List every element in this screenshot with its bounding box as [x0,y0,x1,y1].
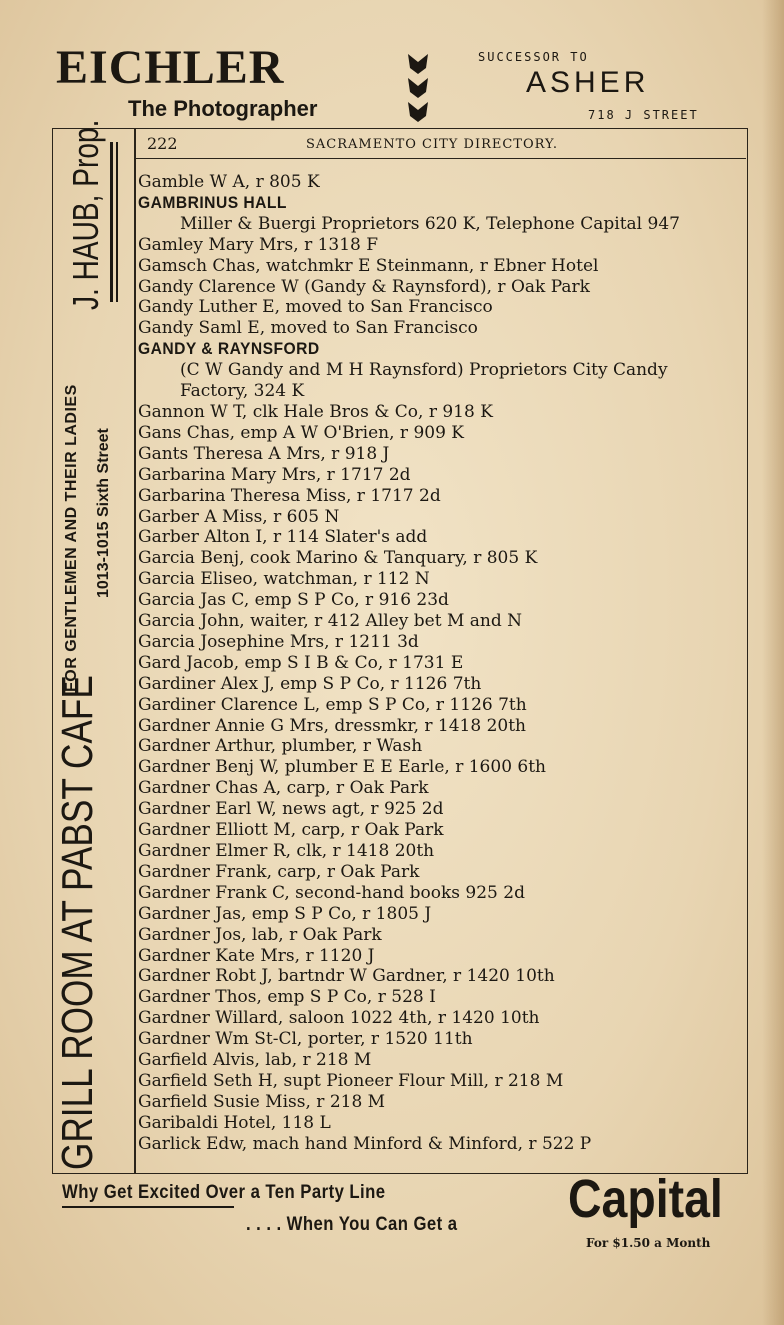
page-number: 222 [147,134,178,153]
directory-entry: Gardner Arthur, plumber, r Wash [138,736,423,757]
directory-entry: Gardner Earl W, news agt, r 925 2d [138,799,444,820]
directory-entry: Gardiner Clarence L, emp S P Co, r 1126 7th [138,694,527,715]
column-divider [134,128,136,1174]
directory-entry: Gardner Wm St-Cl, porter, r 1520 11th [138,1029,473,1050]
directory-entry: Gardner Frank C, second-hand books 925 2d [138,882,525,903]
directory-entry: Gamble W A, r 805 K [138,172,320,192]
capital-price-note: For $1.50 a Month [586,1236,711,1250]
capital-brand: Capital [568,1169,723,1229]
directory-entry: Gamley Mary Mrs, r 1318 F [138,234,379,255]
proprietor-rule [110,142,113,302]
grill-room-ad: GRILL ROOM AT PABST CAFE [53,675,102,1170]
proprietor-rule-thin [116,142,118,302]
predecessor-name: ASHER [526,66,650,99]
directory-entry: Gardner Jas, emp S P Co, r 1805 J [138,903,432,924]
directory-entry: Garber Alton I, r 114 Slater's add [138,527,428,548]
directory-entry: Garcia Eliseo, watchman, r 112 N [138,569,430,590]
directory-entry: Gard Jacob, emp S I B & Co, r 1731 E [138,652,464,673]
directory-listings [138,172,748,1155]
directory-entry: Garfield Alvis, lab, r 218 M [138,1050,372,1071]
directory-entry: Gardner Frank, carp, r Oak Park [138,861,420,882]
directory-entry: Garlick Edw, mach hand Minford & Minford, r 522 P [138,1133,592,1154]
directory-entry: Garcia Jas C, emp S P Co, r 916 23d [138,590,449,611]
directory-entry: Gannon W T, clk Hale Bros & Co, r 918 K [138,401,493,422]
audience-line: FOR GENTLEMEN AND THEIR LADIES [63,384,80,692]
directory-entry: Miller & Buergi Proprietors 620 K, Telephone Capital 947 [180,213,680,234]
page-edge-shadow [762,0,784,1325]
directory-entry: Gardner Willard, saloon 1022 4th, r 1420 10th [138,1008,540,1029]
directory-entry: Garber A Miss, r 605 N [138,506,340,527]
directory-entry: Gardner Elmer R, clk, r 1418 20th [138,841,435,861]
directory-entry: Gardiner Alex J, emp S P Co, r 1126 7th [138,673,482,694]
directory-entry: Factory, 324 K [180,381,305,402]
directory-entry: Gardner Jos, lab, r Oak Park [138,924,382,945]
running-head-rule [136,158,746,159]
footer-ad-line2: . . . . When You Can Get a [246,1214,458,1235]
footer-ad-underline [62,1206,234,1208]
studio-name: EICHLER [56,41,285,94]
ornament-icon [404,50,432,126]
directory-entry: Gants Theresa A Mrs, r 918 J [138,443,390,464]
directory-entry: Garcia Benj, cook Marino & Tanquary, r 805 K [138,548,538,569]
directory-entry: Gandy Luther E, moved to San Francisco [138,297,493,318]
directory-entry: Gardner Robt J, bartndr W Gardner, r 1420 10th [138,966,555,987]
business-heading: GANDY & RAYNSFORD [138,339,320,359]
directory-entry: Garfield Susie Miss, r 218 M [138,1091,386,1112]
directory-entry: Gans Chas, emp A W O'Brien, r 909 K [138,422,465,443]
studio-address: 718 J STREET [588,108,699,122]
directory-entry: Gardner Thos, emp S P Co, r 528 I [138,987,436,1008]
running-head-title: SACRAMENTO CITY DIRECTORY. [306,137,559,152]
directory-entry: Garbarina Mary Mrs, r 1717 2d [138,464,411,485]
directory-entry: Gamsch Chas, watchmkr E Steinmann, r Ebner Hotel [138,255,599,276]
directory-entry: Gardner Annie G Mrs, dressmkr, r 1418 20th [138,715,527,736]
directory-entry: Garibaldi Hotel, 118 L [138,1112,331,1133]
cafe-address: 1013-1015 Sixth Street [95,428,112,598]
directory-entry: (C W Gandy and M H Raynsford) Proprietors City Candy [180,360,668,381]
directory-entry: Garcia John, waiter, r 412 Alley bet M and N [138,611,523,632]
directory-entry: Gardner Benj W, plumber E E Earle, r 1600 6th [138,757,547,778]
proprietor-name: J. HAUB, Prop. [65,119,106,310]
business-heading: GAMBRINUS HALL [138,192,287,212]
studio-tagline: The Photographer [128,96,318,121]
directory-entry: Garfield Seth H, supt Pioneer Flour Mill, r 218 M [138,1070,564,1091]
directory-entry: Garcia Josephine Mrs, r 1211 3d [138,631,419,652]
directory-entry: Gardner Elliott M, carp, r Oak Park [138,820,444,841]
directory-entry: Gardner Kate Mrs, r 1120 J [138,945,375,966]
directory-entry: Garbarina Theresa Miss, r 1717 2d [138,485,441,506]
successor-label: SUCCESSOR TO [478,50,589,64]
footer-ad-line1: Why Get Excited Over a Ten Party Line [62,1182,386,1203]
directory-entry: Gardner Chas A, carp, r Oak Park [138,778,429,799]
directory-entry: Gandy Saml E, moved to San Francisco [138,318,478,339]
directory-entry: Gandy Clarence W (Gandy & Raynsford), r Oak Park [138,276,590,297]
